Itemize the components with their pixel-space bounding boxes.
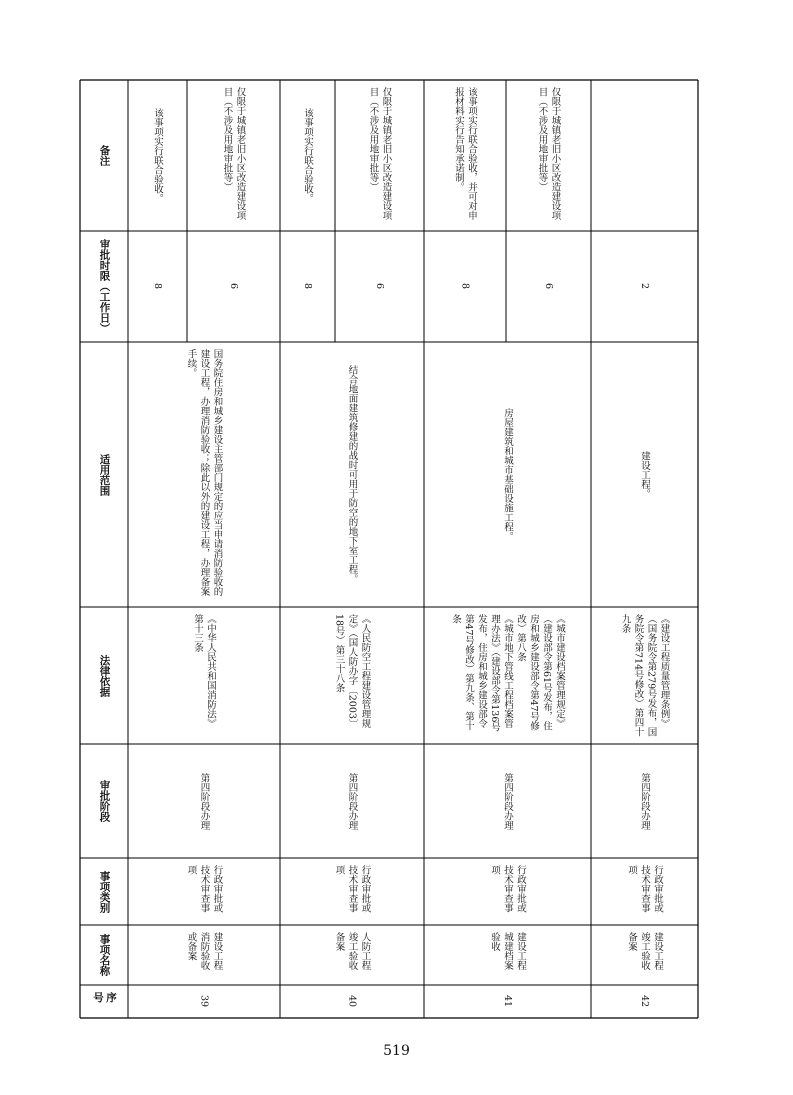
header-stage-text: 审批阶段	[98, 780, 111, 822]
row-42-basis-text: 《建设工程质量管理条例》（国务院令第279号发布，国务院令第714号修改）第四十九条	[619, 614, 670, 737]
row-39-days-0-text: 8	[152, 283, 163, 290]
row-40-days-1-text: 6	[374, 283, 385, 290]
header-remarks	[80, 80, 128, 231]
row-41-days-0	[424, 231, 506, 342]
row-40-stage-text: 第四阶段办理	[346, 772, 358, 830]
row-40-remarks-1	[335, 80, 424, 231]
header-basis-text: 法律依据	[98, 654, 111, 697]
row-40-scope	[280, 342, 424, 607]
row-41-days-1-text: 6	[543, 283, 554, 290]
row-41-stage	[424, 744, 591, 858]
row-42-basis	[591, 607, 698, 744]
header-scope	[80, 342, 128, 607]
row-41-scope-text: 房屋建筑和城市基础设施工程。	[502, 408, 513, 541]
header-days-text: 审批时限（工作日）	[98, 239, 111, 334]
row-39-days-1	[187, 231, 280, 342]
row-39-scope	[128, 342, 280, 607]
header-seq	[80, 985, 128, 1018]
row-41-basis	[424, 607, 591, 744]
header-name-text: 事项名称	[98, 934, 111, 976]
row-39-days-1-text: 6	[228, 283, 239, 290]
row-40-scope-text: 结合地面建筑修建的战时可用于防空的地下室工程。	[346, 365, 358, 584]
row-39-category-text: 行政审批或技术审查事项	[185, 865, 223, 913]
row-41-scope	[424, 342, 591, 607]
header-seq-text: 序号	[92, 992, 117, 1003]
row-41-basis-text: 《城市建设档案管理规定》（建设部令第61号发布，住房和城乡建设部令第47号修改）第八条 《城市地下管线工程档案管理办法》（建设部令第136号发布，住房和城乡建设部令第47号修改）第九条、第十条	[450, 614, 565, 732]
row-41-category	[424, 858, 591, 925]
row-39-seq	[128, 985, 280, 1018]
row-40-remarks-0-text: 该事项实行联合验收。	[302, 108, 313, 203]
row-41-stage-text: 第四阶段办理	[502, 772, 513, 830]
row-39-stage	[128, 744, 280, 858]
header-remarks-text: 备注	[98, 145, 111, 166]
row-40-seq	[280, 985, 424, 1018]
row-40-remarks-0	[280, 80, 335, 231]
row-41-remarks-1	[506, 80, 591, 231]
row-39-name	[128, 925, 280, 985]
row-42-category-text: 行政审批或技术审查事项	[626, 865, 663, 913]
row-40-basis	[280, 607, 424, 744]
row-39-remarks-0-text: 该事项实行联合验收。	[152, 108, 163, 203]
row-42-category	[591, 858, 698, 925]
row-40-days-0	[280, 231, 335, 342]
row-40-category	[280, 858, 424, 925]
row-39-remarks-1	[187, 80, 280, 231]
row-42-days-0	[591, 231, 698, 342]
row-41-remarks-0	[424, 80, 506, 231]
row-41-remarks-1-text: 仅限于城镇老旧小区改造建设项目（不涉及用地审批等）	[536, 87, 561, 220]
row-41-name-text: 建设工程城建档案验收	[489, 932, 526, 970]
row-41-name	[424, 925, 591, 985]
row-39-seq-text: 39	[198, 995, 210, 1008]
row-39-stage-text: 第四阶段办理	[198, 772, 210, 830]
row-42-stage-text: 第四阶段办理	[639, 772, 650, 830]
row-39-scope-text: 国务院住房和城乡建设主管部门规定的应当申请消防验收的建设工程，办理消防验收；除此以外的建设工程，办理备案手续。	[185, 349, 223, 596]
row-41-seq	[424, 985, 591, 1018]
header-scope-text: 适用范围	[98, 453, 111, 496]
row-40-days-0-text: 8	[302, 283, 313, 290]
row-40-category-text: 行政审批或技术审查事项	[333, 865, 371, 913]
row-42-days-0-text: 2	[639, 283, 650, 290]
row-42-scope	[591, 342, 698, 607]
row-39-remarks-0	[128, 80, 187, 231]
row-39-basis-text: 《中华人民共和国消防法》第十三条	[192, 614, 216, 728]
row-39-name-text: 建设工程消防验收或备案	[185, 932, 223, 970]
row-39-remarks-1-text: 仅限于城镇老旧小区改造建设项目（不涉及用地审批等）	[221, 87, 246, 220]
header-stage	[80, 744, 128, 858]
header-basis	[80, 607, 128, 744]
row-42-scope-text: 建设工程。	[639, 450, 650, 499]
row-40-stage	[280, 744, 424, 858]
header-category	[80, 858, 128, 925]
row-40-name	[280, 925, 424, 985]
row-39-basis	[128, 607, 280, 744]
row-40-days-1	[335, 231, 424, 342]
header-days	[80, 231, 128, 342]
row-41-category-text: 行政审批或技术审查事项	[489, 865, 526, 913]
row-41-days-1	[506, 231, 591, 342]
row-42-name	[591, 925, 698, 985]
header-name	[80, 925, 128, 985]
row-42-seq	[591, 985, 698, 1018]
row-39-category	[128, 858, 280, 925]
row-40-remarks-1-text: 仅限于城镇老旧小区改造建设项目（不涉及用地审批等）	[367, 87, 392, 220]
page-number: 519	[383, 1043, 410, 1059]
row-40-name-text: 人防工程竣工验收备案	[333, 932, 371, 970]
header-category-text: 事项类别	[98, 870, 111, 913]
row-39-days-0	[128, 231, 187, 342]
row-42-stage	[591, 744, 698, 858]
row-41-seq-text: 41	[502, 995, 513, 1008]
row-40-basis-text: 《人民防空工程建设管理规定》（国人防办字〔2003〕18号）第三十八条	[333, 614, 371, 729]
row-42-name-text: 建设工程竣工验收备案	[626, 932, 663, 970]
row-42-seq-text: 42	[639, 995, 650, 1008]
row-40-seq-text: 40	[346, 995, 358, 1008]
row-41-days-0-text: 8	[459, 283, 471, 290]
row-41-remarks-0-text: 该事项实行联合验收，并可对申报材料实行告知承诺制。	[453, 87, 477, 220]
